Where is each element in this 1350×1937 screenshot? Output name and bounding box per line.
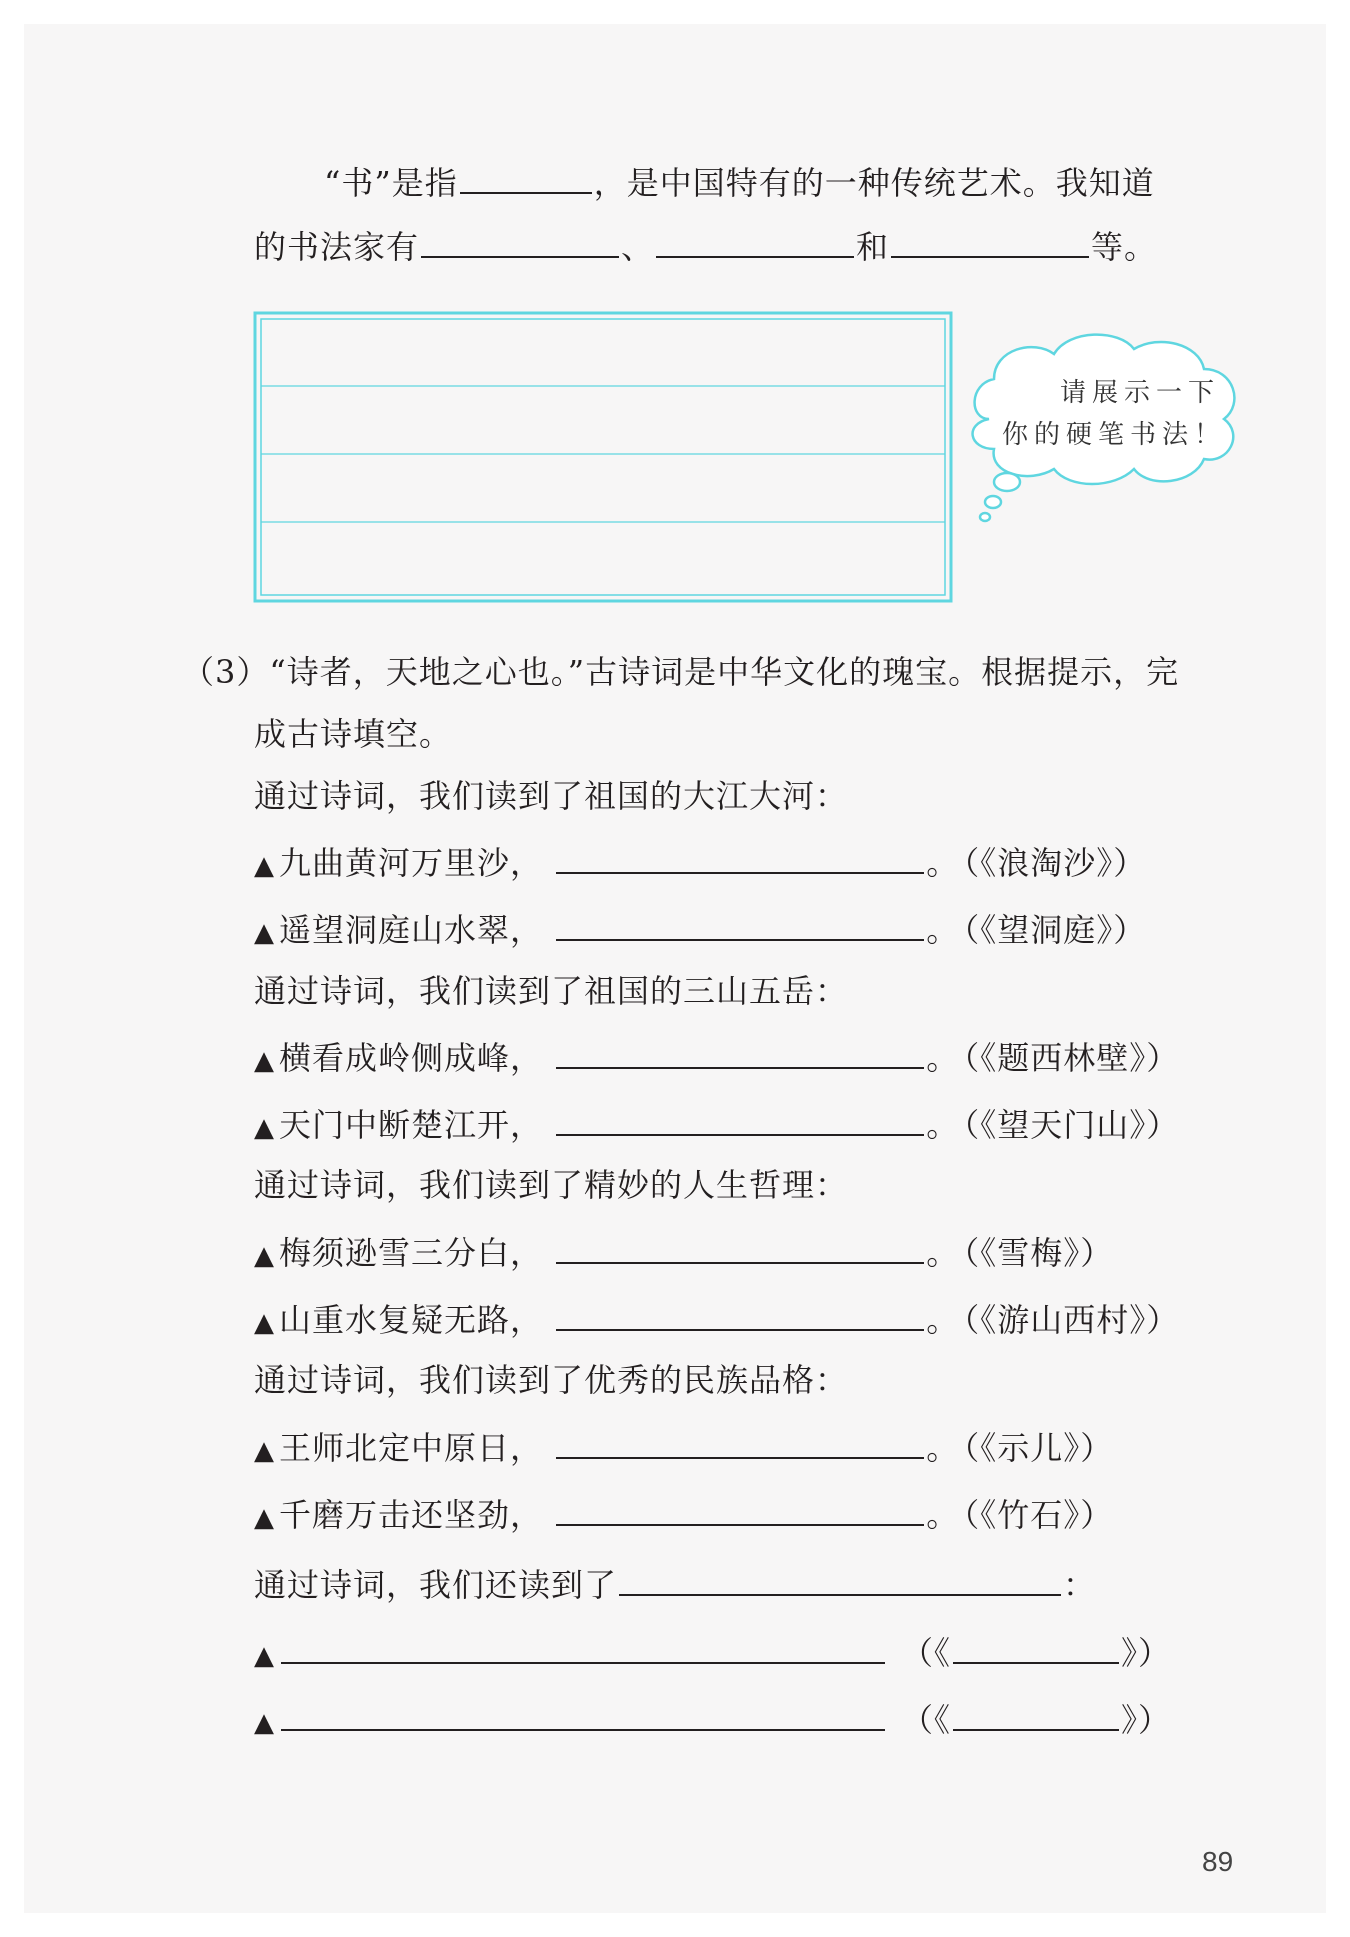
- poem-line: 九曲黄河万里沙，: [279, 844, 544, 882]
- calligraphy-line-1: [324, 162, 1155, 203]
- question-3-intro-line-1: [182, 652, 1179, 692]
- text-segment: “书”是指: [324, 164, 458, 202]
- blank-poem-answer[interactable]: [556, 1037, 924, 1069]
- poem-source: （《雪梅》）: [963, 1234, 1114, 1272]
- triangle-icon: ▲: [254, 1708, 275, 1738]
- question-number: （3）: [182, 653, 270, 691]
- blank-poem-answer[interactable]: [556, 1427, 924, 1459]
- text-segment: 。: [926, 1106, 960, 1144]
- poem-source: （《浪淘沙》）: [963, 844, 1147, 882]
- bubble-line-2: 你的硬笔书法！: [1002, 420, 1227, 450]
- blank-calligraphy-definition[interactable]: [460, 162, 592, 194]
- text-segment: （《: [901, 1634, 952, 1672]
- blank-poem-answer[interactable]: [556, 842, 924, 874]
- poem-item: [254, 1104, 1179, 1148]
- triangle-icon: ▲: [254, 1436, 275, 1466]
- poem-source: （《示儿》）: [963, 1429, 1114, 1467]
- group-heading: 通过诗词，我们读到了祖国的大江大河：: [254, 777, 849, 815]
- text-segment: 。: [926, 1234, 960, 1272]
- group-heading: 通过诗词，我们读到了优秀的民族品格：: [254, 1361, 849, 1399]
- poem-source: （《题西林壁》）: [963, 1039, 1180, 1077]
- text-segment: （《: [901, 1701, 952, 1739]
- text-segment: 和: [856, 228, 890, 266]
- blank-poem-answer[interactable]: [556, 909, 924, 941]
- blank-calligrapher-3[interactable]: [891, 226, 1089, 258]
- triangle-icon: ▲: [254, 851, 275, 881]
- text-segment: 。: [926, 911, 960, 949]
- text-segment: 等。: [1091, 228, 1158, 266]
- poem-line: 千磨万击还坚劲，: [279, 1496, 544, 1534]
- text-segment: 。: [926, 1496, 960, 1534]
- text-segment: ：: [1063, 1566, 1097, 1604]
- group-heading: 通过诗词，我们读到了精妙的人生哲理：: [254, 1166, 849, 1204]
- text-segment: 、: [621, 228, 655, 266]
- triangle-icon: ▲: [254, 1308, 275, 1338]
- question-3-intro-line-2: 成古诗填空。: [254, 715, 453, 753]
- blank-poem-answer[interactable]: [556, 1104, 924, 1136]
- triangle-icon: ▲: [254, 1641, 275, 1671]
- handwriting-practice-box[interactable]: [253, 311, 953, 611]
- poem-source: （《望天门山》）: [963, 1106, 1180, 1144]
- poem-item: [254, 1232, 1113, 1276]
- bubble-line-1: 请展示一下: [1060, 378, 1221, 408]
- blank-open-poem-title[interactable]: [953, 1632, 1119, 1664]
- blank-poem-answer[interactable]: [556, 1232, 924, 1264]
- blank-open-poem-line[interactable]: [281, 1699, 885, 1731]
- text-segment: 。: [926, 1429, 960, 1467]
- open-group-heading: [254, 1564, 1096, 1605]
- poem-line: 天门中断楚江开，: [279, 1106, 544, 1144]
- blank-calligrapher-1[interactable]: [421, 226, 619, 258]
- workbook-page: [24, 24, 1326, 1913]
- calligraphy-line-2: [254, 226, 1157, 267]
- text-segment: 的书法家有: [254, 228, 420, 266]
- poem-item: [254, 1427, 1113, 1471]
- text-segment: ，是中国特有的一种传统艺术。我知道: [593, 164, 1155, 202]
- poem-line: 王师北定中原日，: [279, 1429, 544, 1467]
- poem-source: （《竹石》）: [963, 1496, 1114, 1534]
- page-number: 89: [1202, 1846, 1234, 1877]
- text-segment: 。: [926, 1301, 960, 1339]
- poem-source: （《望洞庭》）: [963, 911, 1147, 949]
- blank-calligrapher-2[interactable]: [656, 226, 854, 258]
- poem-line: 遥望洞庭山水翠，: [279, 911, 544, 949]
- text-segment: 》）: [1121, 1701, 1172, 1739]
- open-poem-item: [254, 1699, 1171, 1743]
- poem-source: （《游山西村》）: [963, 1301, 1180, 1339]
- open-poem-item: [254, 1632, 1171, 1676]
- blank-poem-answer[interactable]: [556, 1494, 924, 1526]
- blank-open-poem-line[interactable]: [281, 1632, 885, 1664]
- group-heading: 通过诗词，我们读到了祖国的三山五岳：: [254, 972, 849, 1010]
- poem-line: 梅须逊雪三分白，: [279, 1234, 544, 1272]
- poem-item: [254, 1037, 1179, 1081]
- blank-open-theme[interactable]: [619, 1564, 1061, 1596]
- poem-item: [254, 842, 1146, 886]
- poem-line: 山重水复疑无路，: [279, 1301, 544, 1339]
- triangle-icon: ▲: [254, 1503, 275, 1533]
- text-segment: 。: [926, 1039, 960, 1077]
- text-segment: 通过诗词，我们还读到了: [254, 1566, 618, 1604]
- triangle-icon: ▲: [254, 918, 275, 948]
- text-segment: 》）: [1121, 1634, 1172, 1672]
- poem-item: [254, 1494, 1113, 1538]
- text-segment: “诗者，天地之心也。”古诗词是中华文化的瑰宝。根据提示，完: [269, 653, 1180, 691]
- text-segment: 。: [926, 844, 960, 882]
- poem-item: [254, 1299, 1179, 1343]
- poem-line: 横看成岭侧成峰，: [279, 1039, 544, 1077]
- triangle-icon: ▲: [254, 1241, 275, 1271]
- blank-poem-answer[interactable]: [556, 1299, 924, 1331]
- triangle-icon: ▲: [254, 1046, 275, 1076]
- poem-item: [254, 909, 1146, 953]
- triangle-icon: ▲: [254, 1113, 275, 1143]
- blank-open-poem-title[interactable]: [953, 1699, 1119, 1731]
